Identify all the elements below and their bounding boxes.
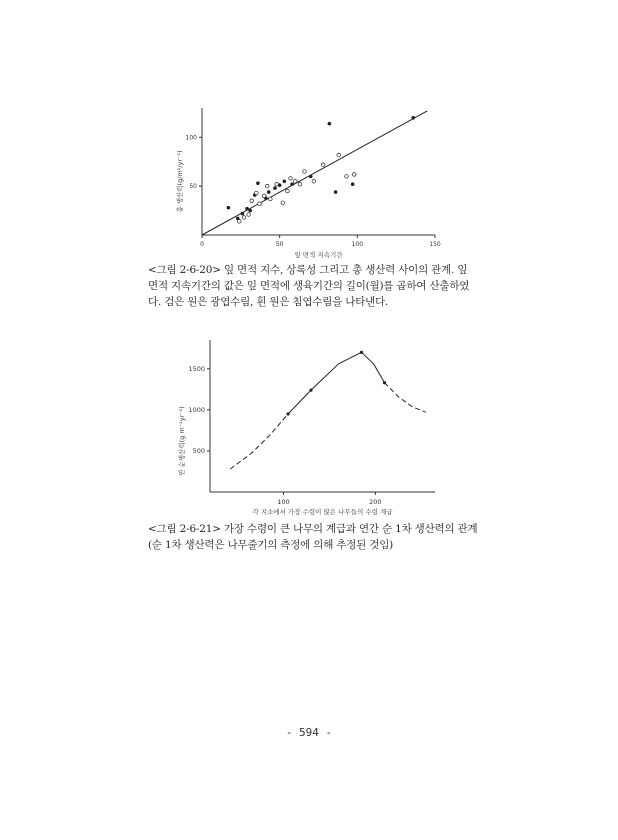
point-open	[269, 197, 273, 201]
figure-caption-2-6-21: <그림 2-6-21> 가장 수령이 큰 나무의 계급과 연간 순 1차 생산력의 관계(순 1차 생산력은 나무줄기의 측정에 의해 추정된 것임)	[148, 523, 478, 551]
point-filled	[241, 212, 245, 216]
point-open	[289, 177, 293, 181]
y-tick-label: 1500	[188, 364, 205, 373]
point-filled	[227, 206, 231, 210]
point-open	[250, 199, 254, 203]
point-open	[337, 153, 341, 157]
point-filled	[256, 181, 260, 185]
point-open	[265, 184, 269, 188]
x-tick-label: 0	[200, 241, 204, 248]
point-filled	[245, 207, 249, 211]
point-open	[293, 179, 297, 183]
page-number: - 594 -	[285, 726, 333, 739]
data-point	[309, 389, 312, 392]
point-filled	[267, 190, 271, 194]
point-open	[321, 163, 325, 167]
point-filled	[411, 116, 415, 120]
trend-line	[202, 111, 427, 235]
scatter-chart	[150, 100, 450, 260]
series-line-solid	[288, 352, 384, 414]
y-tick-label: 500	[192, 446, 205, 455]
y-tick-label: 100	[185, 134, 197, 142]
point-open	[345, 175, 349, 179]
data-point	[360, 351, 363, 354]
y-tick-label: 1000	[188, 405, 205, 414]
data-point	[286, 412, 289, 415]
point-filled	[334, 190, 338, 194]
point-open	[281, 201, 285, 205]
figure-caption-2-6-20: <그림 2-6-20> 잎 면적 지수, 상록성 그리고 총 생산력 사이의 관계. 잎 면적 지속기간의 값은 잎 면적에 생육기간의 길이(월)를 곱하여 산출하였다. 검은 원은 광엽수림, 흰 원은 침엽수림을 나타낸다.	[148, 264, 470, 308]
point-open	[242, 216, 246, 220]
data-point	[383, 381, 386, 384]
point-open	[352, 173, 356, 177]
x-tick-label: 200	[369, 498, 382, 506]
point-open	[286, 189, 290, 193]
point-open	[258, 202, 262, 206]
y-axis-label: 연 순생산력(g m⁻²yr⁻¹)	[178, 406, 186, 476]
line-chart	[150, 335, 450, 525]
point-open	[247, 213, 251, 217]
point-filled	[351, 182, 355, 186]
x-tick-label: 100	[277, 498, 290, 506]
point-open	[298, 182, 302, 186]
series-line-dashed	[385, 383, 426, 413]
point-open	[262, 194, 266, 198]
x-tick-label: 150	[429, 241, 441, 248]
point-filled	[248, 209, 252, 213]
point-filled	[309, 175, 313, 179]
y-tick-label: 50	[189, 183, 197, 191]
x-tick-label: 50	[275, 241, 284, 248]
point-filled	[290, 182, 294, 186]
point-filled	[283, 179, 287, 183]
point-open	[303, 170, 307, 174]
point-open	[312, 179, 316, 183]
x-axis-label: 잎 면적 지속기간	[294, 251, 343, 259]
point-open	[255, 191, 259, 195]
x-tick-label: 100	[351, 241, 364, 248]
series-line-dashed	[230, 414, 288, 469]
point-open	[237, 220, 241, 224]
point-filled	[328, 122, 332, 126]
point-filled	[273, 186, 277, 190]
point-open	[275, 182, 279, 186]
y-axis-label: 총 생산력(g/m²/yr⁻¹)	[176, 150, 184, 213]
x-axis-label: 각 지소에서 가장 수령이 많은 나무들의 수령 계급	[252, 508, 393, 516]
